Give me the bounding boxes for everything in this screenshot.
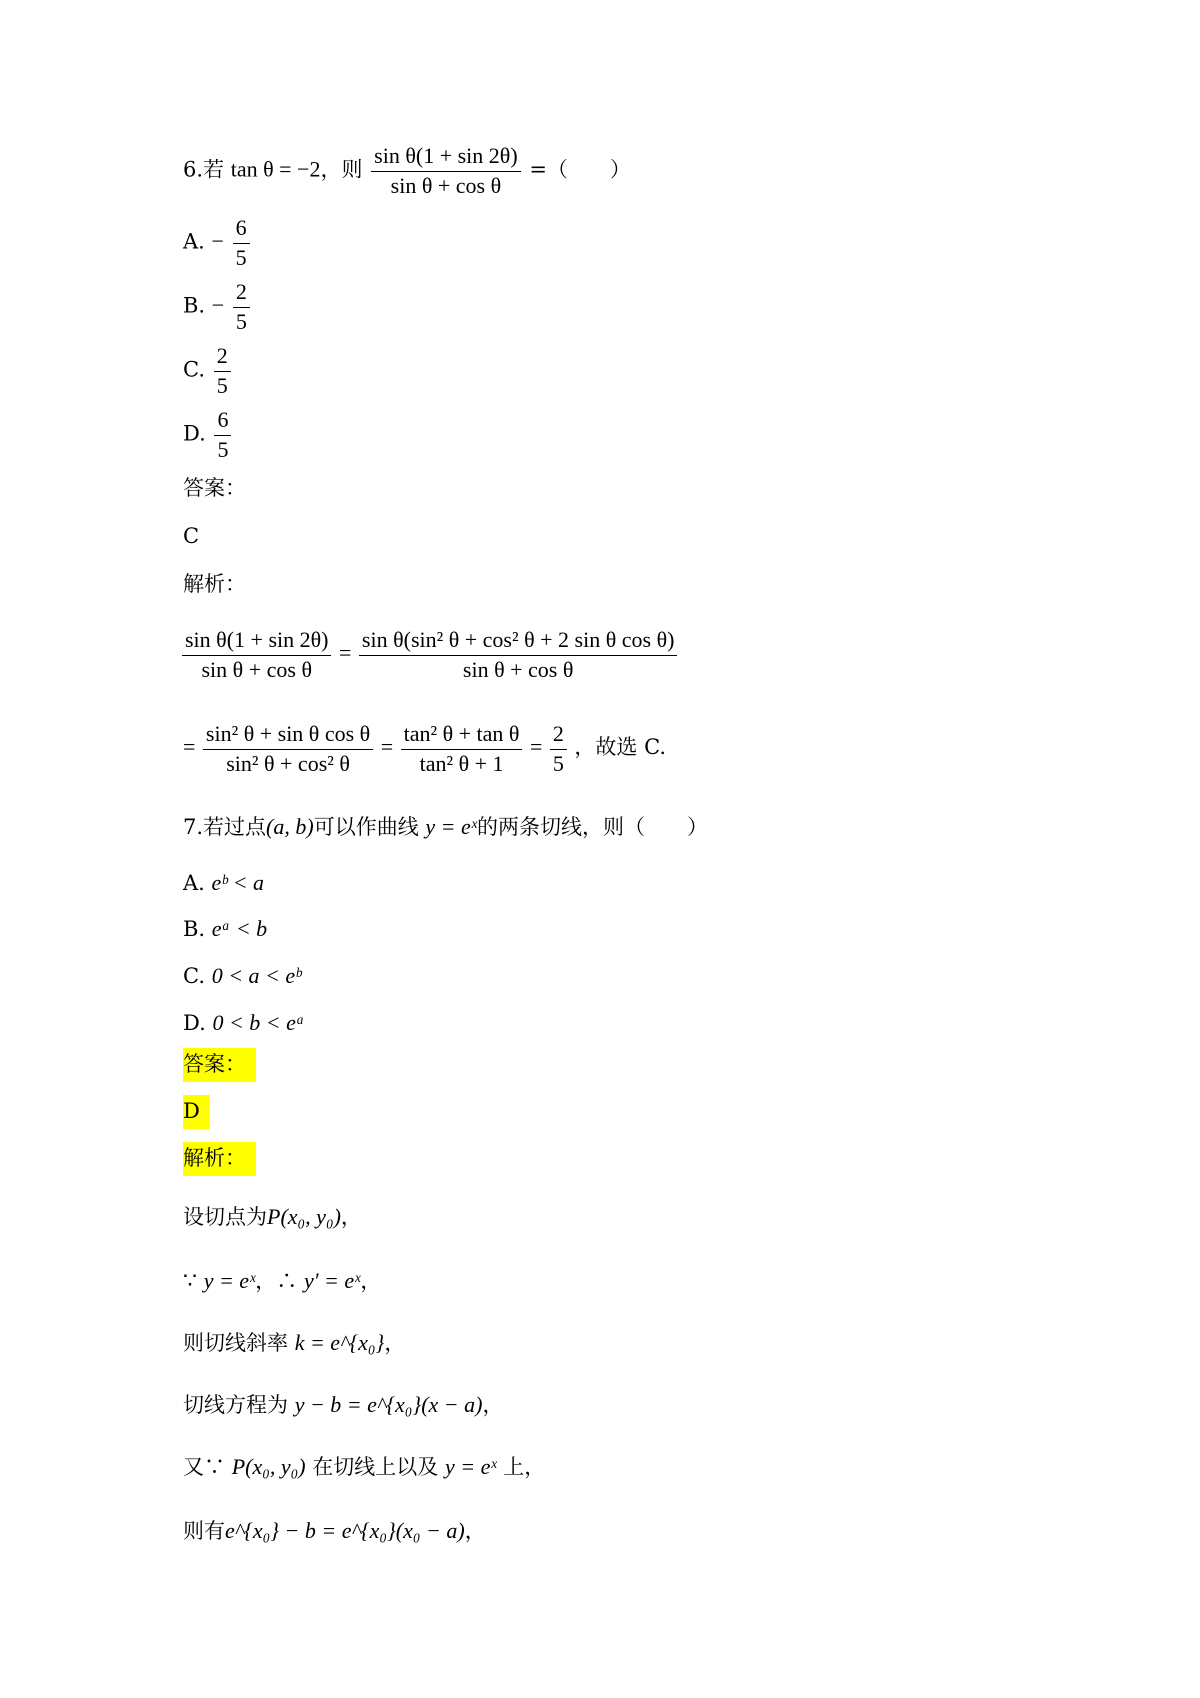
option-label: A. [183,229,205,254]
option-numerator: 6 [214,406,231,436]
sol-numerator: 2 [550,720,567,750]
option-label: C. [183,357,205,382]
option-numerator: 2 [214,342,231,372]
q6-option-c [183,342,233,400]
option-denominator: 5 [235,308,247,334]
option-label: D. [183,421,206,446]
q7-stem [183,816,708,838]
step-punct: ， [340,1205,362,1229]
sol-numerator: sin² θ + sin θ cos θ [203,720,373,750]
step-text: 上， [503,1455,546,1479]
q7-answer-label [183,1054,256,1075]
q7-curve: y = eˣ [425,814,477,839]
step-text: 则有 [183,1519,225,1543]
step-punct: ， [482,1393,504,1417]
option-denominator: 5 [217,436,229,462]
q6-number: 6. [183,157,204,182]
equals-sign: = [338,640,352,666]
step-math: y − b = e^{x₀}(x − a) [294,1392,483,1417]
highlight: 解析： [183,1142,256,1176]
option-numerator: 2 [233,278,250,308]
q6-answer-label: 答案： [183,476,246,500]
because-symbol: ∵ [183,1269,197,1294]
sol-numerator: tan² θ + tan θ [401,720,523,750]
q6-tail: =（ ） [529,157,631,182]
q6-answer: C [183,524,200,548]
option-fraction [214,342,231,400]
equals-sign: = [183,734,196,760]
therefore-symbol: ，∴ [255,1269,298,1293]
q7-option-d [183,1012,305,1034]
q7-text-2: 可以作曲线 [313,815,419,839]
step-text: 又∵ [183,1455,225,1479]
sol-fraction [401,720,523,778]
q6-option-b [183,278,252,336]
sol-fraction [550,720,567,778]
option-fraction [233,278,250,336]
option-label: C. [183,964,205,988]
q7-answer [183,1101,210,1122]
step-text: 则切线斜率 [183,1331,288,1355]
option-label: A. [183,871,205,895]
sol-fraction [203,720,373,778]
q6-numerator: sin θ(1 + sin 2θ) [371,142,520,172]
option-fraction [214,406,231,464]
q7-option-b [183,918,267,940]
q7-text-3: 的两条切线，则（ ） [476,815,708,839]
q7-step-3 [183,1332,405,1354]
highlight: 答案： [183,1048,256,1082]
step-punct: ， [360,1269,382,1293]
step-punct: ， [384,1331,406,1355]
q7-step-4 [183,1394,503,1416]
q7-point: (a, b) [266,814,314,839]
option-expression: 0 < a < eᵇ [211,963,302,988]
sol-denominator: sin θ + cos θ [462,656,574,682]
option-denominator: 5 [235,244,247,270]
option-fraction [233,214,250,272]
q6-option-d [183,406,233,464]
q6-solution-line-1 [180,626,679,684]
q6-solution-line-2 [183,720,666,778]
step-math: P(x₀, y₀) [231,1454,306,1479]
sol-conclusion: ，故选 C. [574,735,667,760]
step-text: 设切点为 [183,1205,267,1229]
sol-denominator: tan² θ + 1 [419,750,504,776]
q6-analysis-label: 解析： [183,572,246,596]
q7-option-a [183,872,264,894]
option-label: D. [183,1011,206,1035]
q7-analysis-label [183,1148,256,1169]
step-punct: ， [464,1519,486,1543]
option-numerator: 6 [233,214,250,244]
highlight: D [183,1095,210,1129]
q6-then: 则 [341,157,363,182]
option-sign: − [211,228,224,254]
sol-fraction [359,626,678,684]
q6-option-a [183,214,252,272]
option-expression: 0 < b < eᵃ [212,1010,305,1035]
sol-numerator: sin θ(1 + sin 2θ) [182,626,331,656]
option-label: B. [183,293,206,318]
sol-numerator: sin θ(sin² θ + cos² θ + 2 sin θ cos θ) [359,626,678,656]
step-math: y = eˣ [203,1268,256,1293]
equals-sign: = [529,734,543,760]
q7-step-6 [183,1520,486,1542]
q6-condition: tan θ = −2 [230,156,321,182]
q7-step-1 [183,1206,362,1228]
q7-step-5 [183,1456,545,1478]
q6-comma: ， [320,157,342,182]
q7-option-c [183,965,301,987]
q7-step-2 [183,1270,381,1293]
option-label: B. [183,917,206,941]
q7-number: 7. [183,815,204,839]
sol-denominator: sin² θ + cos² θ [226,750,350,776]
sol-denominator: sin θ + cos θ [201,656,312,682]
option-sign: − [211,292,225,318]
equals-sign: = [380,734,394,760]
step-math: y′ = eˣ [303,1268,361,1293]
step-math: e^{x₀} − b = e^{x₀}(x₀ − a) [225,1518,465,1543]
option-expression: eᵇ < a [211,870,265,895]
q6-prefix: 若 [203,157,225,182]
q6-denominator: sin θ + cos θ [390,172,502,198]
q6-stem [183,142,631,200]
q7-text-1: 若过点 [203,815,267,839]
step-math: y = eˣ [444,1454,497,1479]
option-expression: eᵃ < b [211,916,268,941]
step-math: k = e^{x₀} [294,1330,385,1355]
sol-denominator: 5 [552,750,564,776]
q6-fraction [371,142,520,200]
step-text: 切线方程为 [183,1393,288,1417]
option-denominator: 5 [216,372,228,398]
step-text: 在切线上以及 [312,1455,439,1479]
sol-fraction [182,626,331,684]
step-math: P(x₀, y₀) [267,1204,341,1229]
